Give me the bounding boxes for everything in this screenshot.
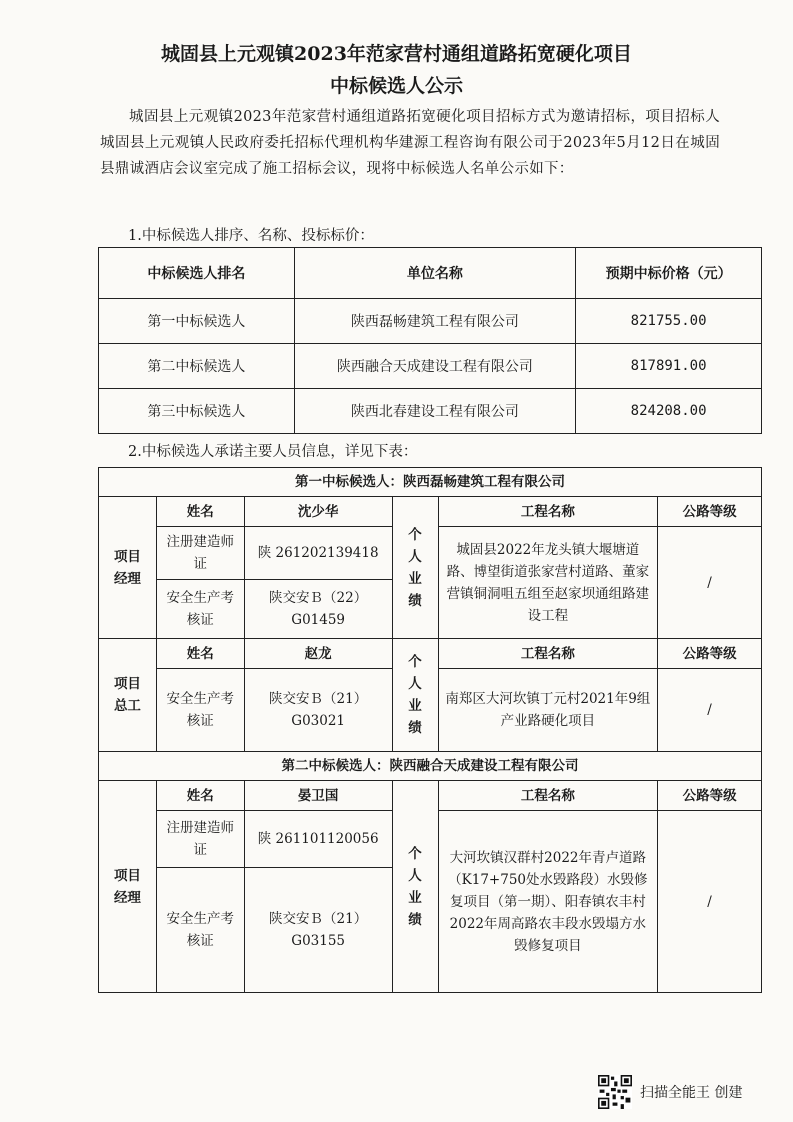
- safety-label: 安全生产考核证: [156, 868, 244, 993]
- candidate-2-header-row: [99, 752, 762, 781]
- road-grade: /: [658, 811, 762, 993]
- header-rank: 中标候选人排名: [99, 248, 295, 299]
- section-1-heading: 1.中标候选人排序、名称、投标标价：: [128, 228, 374, 244]
- table-row: [99, 497, 762, 527]
- doc-title: 城固县上元观镇2023年范家营村通组道路拓宽硬化项目: [161, 43, 632, 65]
- safety-number: 陕交安Ｂ（21）G03155: [244, 868, 392, 993]
- price-cell: 824208.00: [576, 389, 762, 434]
- road-grade-label: 公路等级: [658, 639, 762, 669]
- intro-paragraph: [100, 104, 720, 182]
- name-label: 姓名: [156, 781, 244, 811]
- rank-cell: 第二中标候选人: [99, 344, 295, 389]
- candidate-1-header-row: [99, 468, 762, 497]
- person-name: 赵龙: [244, 639, 392, 669]
- rank-cell: 第一中标候选人: [99, 299, 295, 344]
- project-name: 南郑区大河坎镇丁元村2021年9组产业路硬化项目: [438, 669, 658, 752]
- safety-number: 陕交安Ｂ（22）G01459: [244, 580, 392, 639]
- reg-number: 陕 261101120056: [244, 811, 392, 868]
- price-cell: 817891.00: [576, 344, 762, 389]
- candidate-2-header: 第二中标候选人：陕西融合天成建设工程有限公司: [99, 752, 762, 781]
- qr-code-icon: [598, 1075, 632, 1109]
- personnel-table: [98, 467, 762, 993]
- header-company: 单位名称: [294, 248, 576, 299]
- header-price: 预期中标价格（元）: [576, 248, 762, 299]
- candidate-ranking-table: [98, 247, 762, 434]
- pm-label: 项目 经理: [99, 781, 157, 993]
- road-grade-label: 公路等级: [658, 781, 762, 811]
- project-name-label: 工程名称: [438, 497, 658, 527]
- perf-label: 个 人 业 绩: [392, 781, 438, 993]
- project-name-label: 工程名称: [438, 781, 658, 811]
- te-label: 项目 总工: [99, 639, 157, 752]
- safety-label: 安全生产考核证: [156, 669, 244, 752]
- scanner-watermark: [598, 1074, 742, 1110]
- price-cell: 821755.00: [576, 299, 762, 344]
- reg-label: 注册建造师证: [156, 811, 244, 868]
- rank-cell: 第三中标候选人: [99, 389, 295, 434]
- perf-label: 个 人 业 绩: [392, 497, 438, 639]
- name-label: 姓名: [156, 639, 244, 669]
- table-row: [99, 344, 762, 389]
- name-label: 姓名: [156, 497, 244, 527]
- road-grade: /: [658, 669, 762, 752]
- table-row: [99, 389, 762, 434]
- doc-subtitle: 中标候选人公示: [329, 75, 463, 97]
- company-cell: 陕西磊畅建筑工程有限公司: [294, 299, 576, 344]
- candidate-1-header: 第一中标候选人：陕西磊畅建筑工程有限公司: [99, 468, 762, 497]
- table-row: [99, 639, 762, 669]
- reg-number: 陕 261202139418: [244, 527, 392, 580]
- table-row: [99, 781, 762, 811]
- safety-label: 安全生产考核证: [156, 580, 244, 639]
- company-cell: 陕西融合天成建设工程有限公司: [294, 344, 576, 389]
- reg-label: 注册建造师证: [156, 527, 244, 580]
- section-2-heading: 2.中标候选人承诺主要人员信息，详见下表：: [128, 444, 418, 460]
- project-name: 大河坎镇汉群村2022年青卢道路（K17+750处水毁路段）水毁修复项目（第一期）、阳春镇农丰村2022年周高路农丰段水毁塌方水毁修复项目: [438, 811, 658, 993]
- road-grade-label: 公路等级: [658, 497, 762, 527]
- person-name: 沈少华: [244, 497, 392, 527]
- project-name: 城固县2022年龙头镇大堰塘道路、博望街道张家营村道路、董家营镇铜洞咀五组至赵家坝通组路建设工程: [438, 527, 658, 639]
- perf-label: 个 人 业 绩: [392, 639, 438, 752]
- scanner-label: 扫描全能王 创建: [640, 1085, 743, 1101]
- road-grade: /: [658, 527, 762, 639]
- table-row: [99, 299, 762, 344]
- project-name-label: 工程名称: [438, 639, 658, 669]
- pm-label: 项目 经理: [99, 497, 157, 639]
- table-header-row: [99, 248, 762, 299]
- safety-number: 陕交安Ｂ（21）G03021: [244, 669, 392, 752]
- person-name: 晏卫国: [244, 781, 392, 811]
- intro-text: 城固县上元观镇2023年范家营村通组道路拓宽硬化项目招标方式为邀请招标，项目招标人城固县上元观镇人民政府委托招标代理机构华建源工程咨询有限公司于2023年5月12日在城固县鼎诚酒店会议室完成了施工招标会议，现将中标候选人名单公示如下：: [100, 109, 720, 177]
- company-cell: 陕西北春建设工程有限公司: [294, 389, 576, 434]
